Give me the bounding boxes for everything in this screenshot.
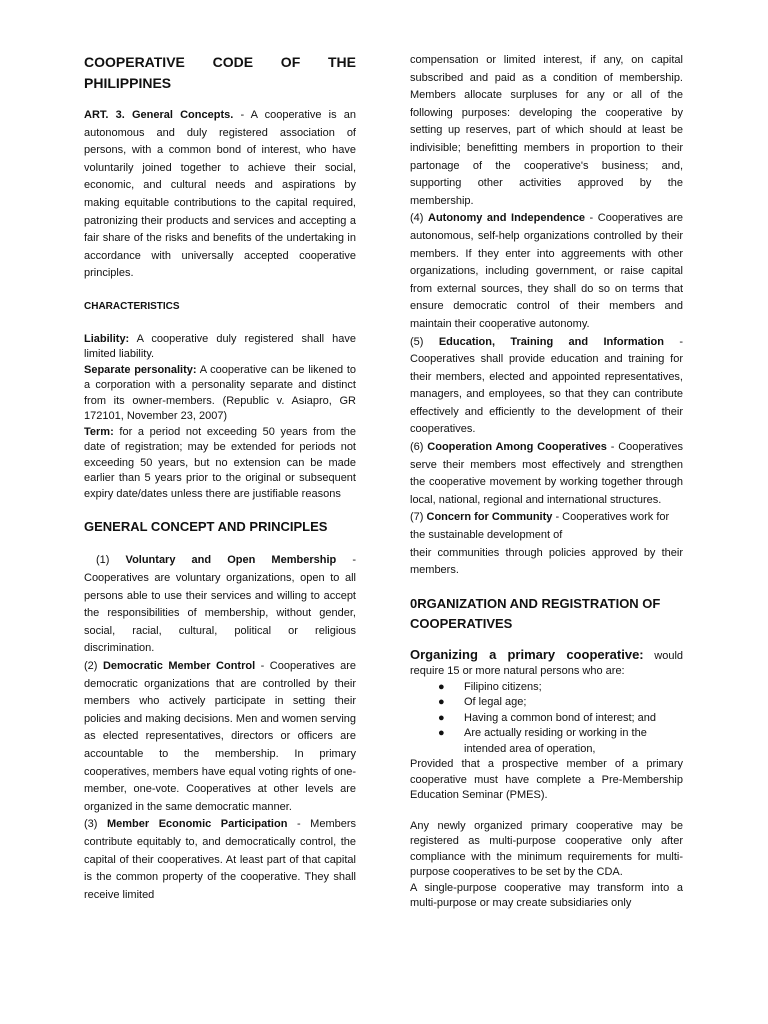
- principle-1-text: - Cooperatives are voluntary organizations, open to all persons able to use their services and willing to accept the responsibilities of membership, without gender, social, racial, cultural, political or religious discrimination.: [84, 554, 356, 655]
- characteristics-heading: CHARACTERISTICS: [84, 300, 180, 312]
- list-item: ● Filipino citizens;: [410, 680, 683, 696]
- separate-personality-paragraph: [84, 363, 356, 425]
- liability-paragraph: [84, 332, 356, 363]
- liability-label: Liability:: [84, 332, 130, 345]
- principle-5: [410, 334, 683, 440]
- term-paragraph: [84, 425, 356, 503]
- bullet-icon: ●: [438, 680, 445, 693]
- organizing-text: would require 15 or more natural persons who are:: [410, 649, 683, 678]
- left-column: [84, 52, 356, 904]
- separate-personality-text: A cooperative can be likened to a corporation with a personality separate and distinct from its owner-members. (Republic v. Asiapro, GR 172101, November 23, 2007): [84, 363, 356, 423]
- art3-label: ART. 3. General Concepts.: [84, 109, 234, 121]
- list-item: ● Are actually residing or working in the intended area of operation,: [438, 727, 647, 755]
- principle-6-label: Cooperation Among Cooperatives: [427, 441, 607, 454]
- principle-3-num: (3): [84, 818, 107, 831]
- principle-6-text: - Cooperatives serve their members most effectively and strengthen the cooperative movement by working together through local, national, regional and international structures.: [410, 441, 684, 506]
- principle-7-label: Concern for Community: [426, 511, 553, 524]
- general-concept-heading: GENERAL CONCEPT AND PRINCIPLES: [84, 519, 328, 535]
- principle-7: [410, 509, 683, 544]
- bullet-icon: ●: [438, 696, 445, 709]
- principle-3-continued: compensation or limited interest, if any, on capital subscribed and paid as a condition of membership. Members allocate surpluses for any or all of the following purposes: developing the cooperative by setting up reserves, part of which should at least be indivisible; benefitting members in proportion to their partonage of the cooperative's business; and, supporting other activities approved by the membership.: [410, 54, 683, 207]
- term-text: for a period not exceeding 50 years from the date of registration; may be extended for periods not exceeding 50 years, but no extension can be made earlier than 5 years prior to the original or subsequent expiry date/dates unless there are justifiable reasons: [84, 425, 356, 500]
- principle-7-line2: their communities through policies approved by their members.: [410, 546, 683, 577]
- principle-6: [410, 439, 683, 509]
- principle-3-label: Member Economic Participation: [106, 818, 288, 831]
- document-title: COOPERATIVE CODE OF THE PHILIPPINES: [84, 54, 356, 91]
- list-item: ● Having a common bond of interest; and: [410, 711, 683, 727]
- principle-2-num: (2): [84, 660, 103, 672]
- principle-1: [84, 552, 356, 658]
- principle-7-text: - Cooperatives work for the sustainable development of: [410, 511, 670, 542]
- principle-4: [410, 210, 683, 333]
- principle-2: [84, 658, 356, 816]
- principle-4-label: Autonomy and Independence: [428, 212, 585, 225]
- list-item: ● Of legal age;: [410, 695, 683, 711]
- separate-personality-label: Separate personality:: [84, 363, 197, 376]
- newly-organized-paragraph: Any newly organized primary cooperative may be registered as multi-purpose cooperative only after compliance with the minimum requirements for multi- purpose cooperatives to be set by the CDA.: [410, 819, 683, 879]
- bullet-icon: ●: [438, 711, 445, 724]
- organization-heading: 0RGANIZATION AND REGISTRATION OF COOPERATIVES: [410, 595, 661, 631]
- principle-5-label: Education, Training and Information: [438, 335, 664, 348]
- term-label: Term:: [84, 425, 114, 438]
- liability-text: A cooperative duly registered shall have limited liability.: [84, 332, 356, 361]
- right-column: [410, 52, 683, 912]
- principle-2-text: - Cooperatives are democratic organizations that are controlled by their members who actively participate in setting their policies and making decisions. Men and women serving as elected representatives, directors or officers are accountable to the membership. In primary cooperatives, members have equal voting rights of one-member, one-vote. Cooperatives at other levels are organized in the same democratic manner.: [84, 660, 357, 813]
- organizing-label: Organizing a primary cooperative:: [410, 646, 644, 662]
- principle-1-num: (1): [96, 554, 126, 567]
- principle-5-num: (5): [410, 335, 439, 348]
- principle-3: [84, 816, 356, 904]
- principle-7-num: (7): [410, 511, 427, 524]
- principle-5-text: - Cooperatives shall provide education and training for their members, elected and appointed representatives, managers, and employees, so that they can contribute effectively and efficiently to the development of their cooperatives.: [410, 335, 683, 436]
- organizing-paragraph: [410, 647, 683, 680]
- principle-4-num: (4): [410, 212, 428, 225]
- provided-paragraph: Provided that a prospective member of a primary cooperative must have complete a Pre-Membership Education Seminar (PMES).: [410, 758, 683, 802]
- principle-4-text: - Cooperatives are autonomous, self-help organizations controlled by their members. If they enter into aggreements with other organizations, including government, or raise capital from external sources, they shall do so on terms that ensure democratic control of their members and maintain their cooperative autonomy.: [410, 212, 684, 330]
- bullet-icon: ●: [438, 727, 445, 740]
- requirements-list: [410, 680, 683, 758]
- art3-text: - A cooperative is an autonomous and duly registered association of persons, with a common bond of interest, who have voluntarily joined together to achieve their social, economic, and cultural needs and aspirations by making equitable contributions to the capital required, patronizing their products and services and accepting a fair share of the risks and benefits of the undertaking in accordance with universally accepted cooperative principles.: [84, 109, 356, 280]
- art3-paragraph: [84, 107, 356, 283]
- single-purpose-paragraph: A single-purpose cooperative may transform into a multi-purpose or may create subsidiaries only: [410, 881, 683, 910]
- principle-3-text: - Members contribute equitably to, and democratically control, the capital of their cooperatives. At least part of that capital is the common property of the cooperative. They shall receive limited: [84, 818, 357, 901]
- principle-6-num: (6): [410, 441, 428, 454]
- principle-2-label: Democratic Member Control: [102, 660, 256, 672]
- principle-1-label: Voluntary and Open Membership: [125, 554, 337, 567]
